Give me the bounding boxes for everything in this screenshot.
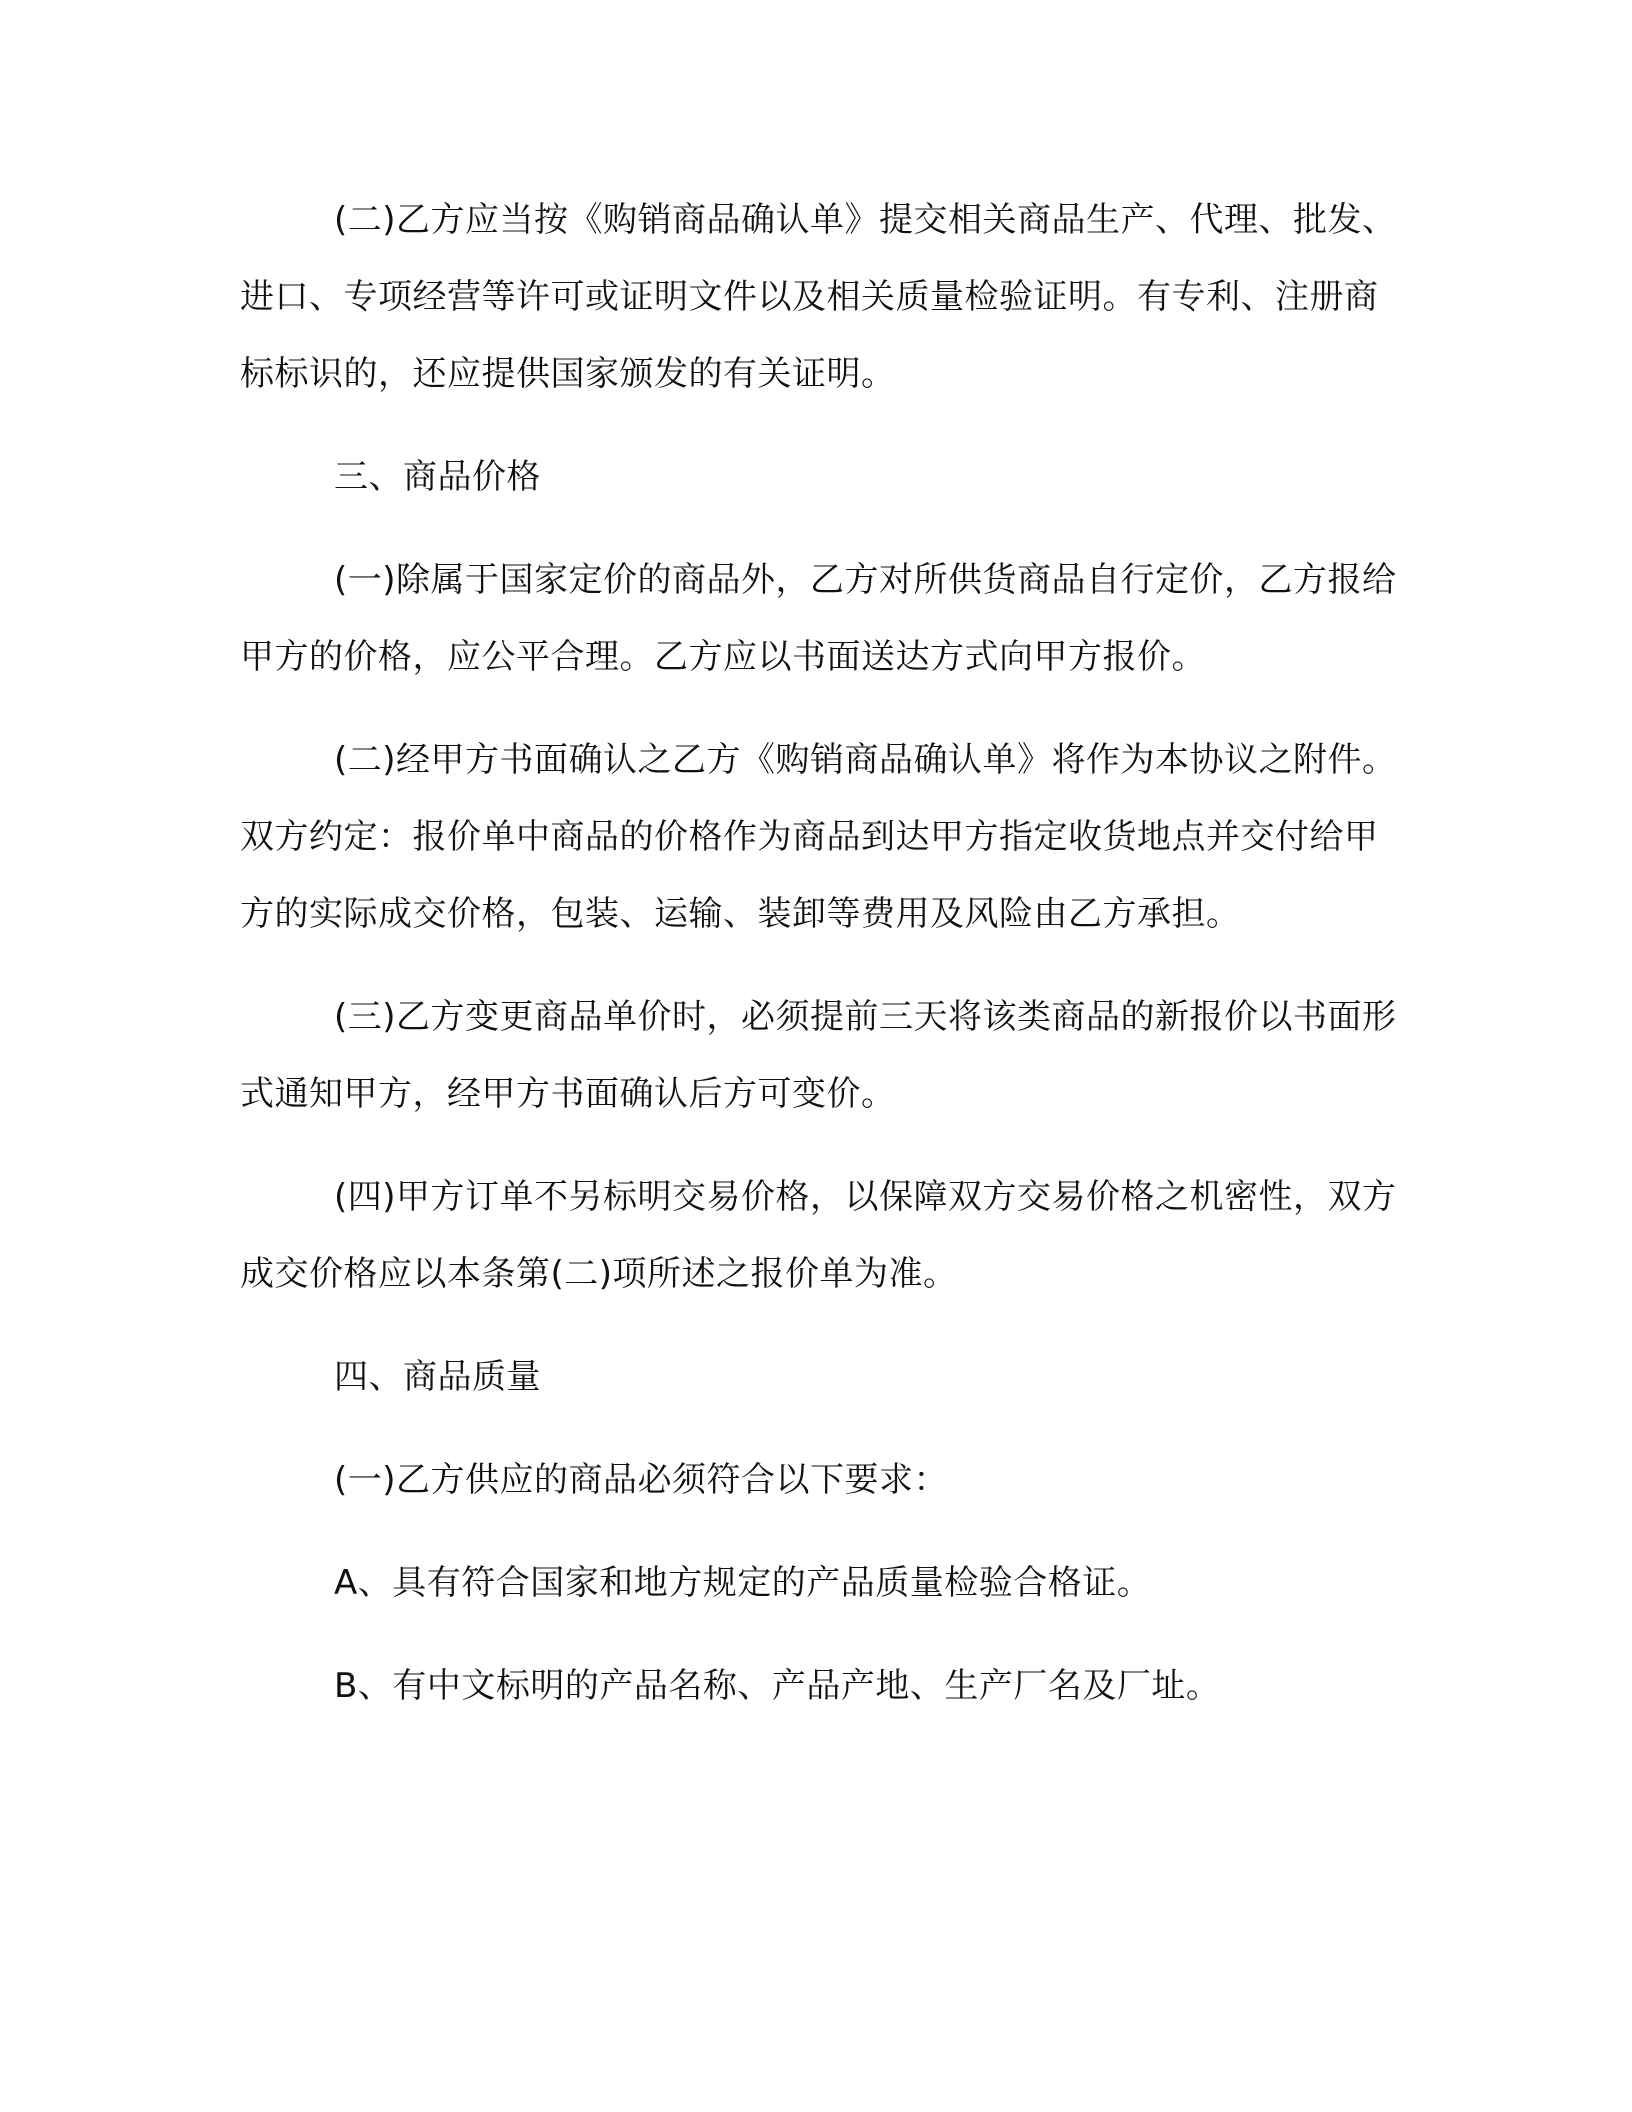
section-heading-commodity-quality: 四、商品质量	[334, 1357, 541, 1397]
section-heading-commodity-price: 三、商品价格	[334, 457, 541, 497]
paragraph-quality-rule-1: (一)乙方供应的商品必须符合以下要求：	[334, 1460, 949, 1500]
document-body	[240, 182, 1400, 1751]
paragraph-qualification-documents: (二)乙方应当按《购销商品确认单》提交相关商品生产、代理、批发、进口、专项经营等许可或证明文件以及相关质量检验证明。有专利、注册商标标识的，还应提供国家颁发的有关证明。	[240, 200, 1397, 394]
paragraph-pricing-rule-3: (三)乙方变更商品单价时，必须提前三天将该类商品的新报价以书面形式通知甲方，经甲方书面确认后方可变价。	[240, 997, 1397, 1114]
paragraph-quality-item-a: A、具有符合国家和地方规定的产品质量检验合格证。	[334, 1563, 1152, 1603]
paragraph-quality-item-b: B、有中文标明的产品名称、产品产地、生产厂名及厂址。	[334, 1666, 1221, 1706]
paragraph-pricing-rule-1: (一)除属于国家定价的商品外，乙方对所供货商品自行定价，乙方报给甲方的价格，应公平合理。乙方应以书面送达方式向甲方报价。	[240, 560, 1397, 677]
paragraph-pricing-rule-4: (四)甲方订单不另标明交易价格，以保障双方交易价格之机密性，双方成交价格应以本条第(二)项所述之报价单为准。	[240, 1177, 1397, 1294]
paragraph-pricing-rule-2: (二)经甲方书面确认之乙方《购销商品确认单》将作为本协议之附件。双方约定：报价单中商品的价格作为商品到达甲方指定收货地点并交付给甲方的实际成交价格，包装、运输、装卸等费用及风险由乙方承担。	[240, 740, 1397, 934]
